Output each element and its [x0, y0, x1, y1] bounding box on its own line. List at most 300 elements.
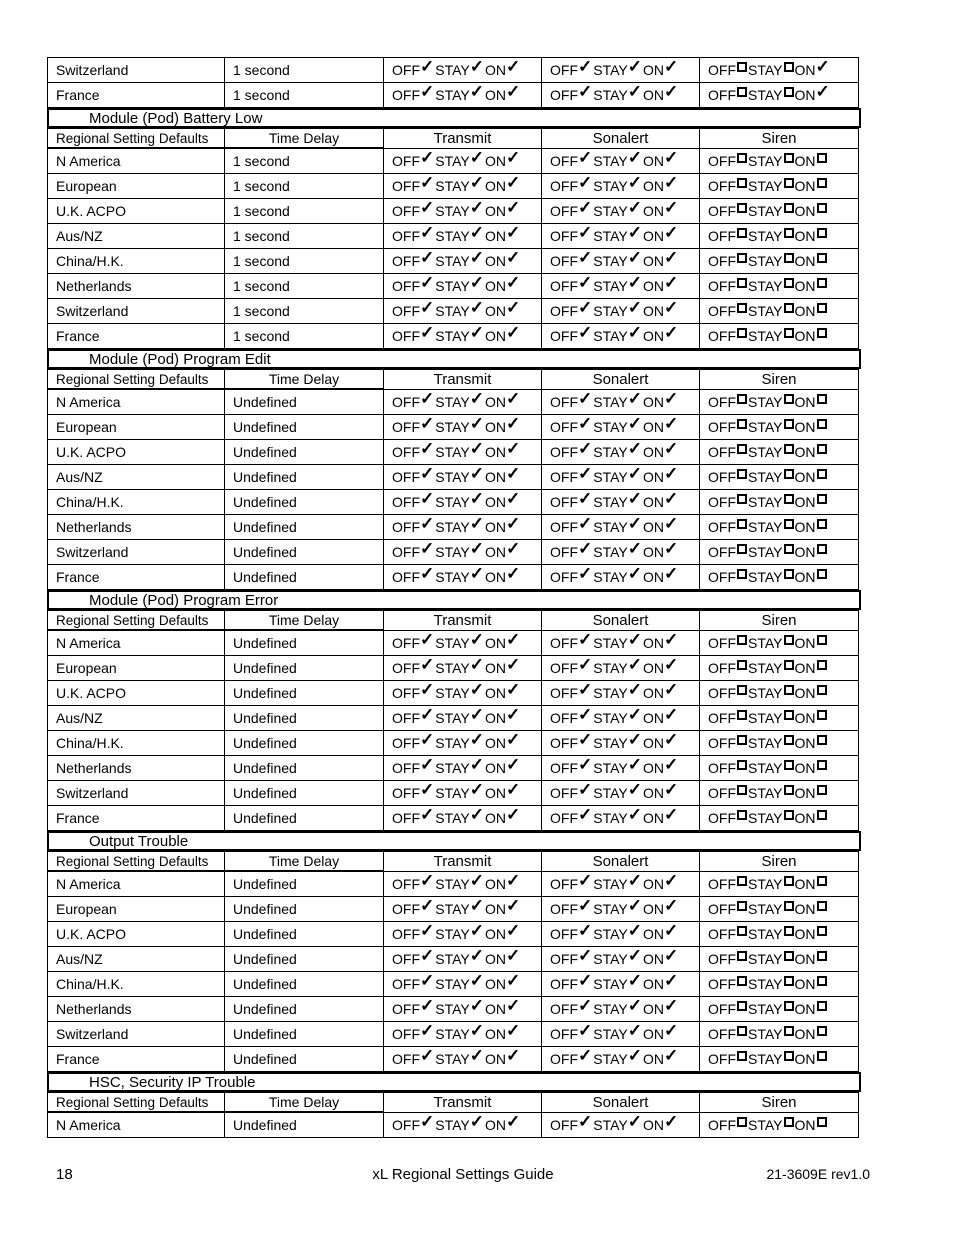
option-off-label: OFF	[550, 901, 578, 917]
checkmark-icon: ✓	[627, 414, 642, 433]
option-stay-label: STAY	[593, 785, 628, 801]
table-row	[47, 896, 861, 921]
option-stay-label: STAY	[435, 494, 470, 510]
checkmark-icon: ✓	[664, 198, 679, 217]
empty-checkbox-icon	[784, 469, 794, 479]
empty-checkbox-icon	[737, 685, 747, 695]
option-stay-label: STAY	[593, 87, 628, 103]
option-off-label: OFF	[550, 1001, 578, 1017]
option-off-label: OFF	[708, 735, 736, 751]
empty-checkbox-icon	[784, 901, 794, 911]
checkmark-icon: ✓	[506, 273, 521, 292]
column-header: Sonalert	[541, 851, 700, 872]
option-off-label: OFF	[550, 660, 578, 676]
empty-checkbox-icon	[784, 735, 794, 745]
option-stay-label: STAY	[593, 62, 628, 78]
checkmark-icon: ✓	[420, 755, 435, 774]
empty-checkbox-icon	[817, 394, 827, 404]
checkmark-icon: ✓	[469, 148, 484, 167]
option-on-label: ON	[643, 203, 664, 219]
checkmark-icon: ✓	[578, 805, 593, 824]
checkmark-icon: ✓	[627, 946, 642, 965]
region-cell: France	[47, 1046, 225, 1072]
column-header-row	[47, 128, 861, 148]
option-stay-label: STAY	[593, 228, 628, 244]
checkmark-icon: ✓	[578, 630, 593, 649]
column-header: Sonalert	[541, 1092, 700, 1113]
checkmark-icon: ✓	[627, 780, 642, 799]
empty-checkbox-icon	[817, 710, 827, 720]
checkmark-icon: ✓	[420, 323, 435, 342]
sonalert-cell	[541, 514, 700, 540]
option-off-label: OFF	[392, 203, 420, 219]
table-row	[47, 921, 861, 946]
checkmark-icon: ✓	[627, 921, 642, 940]
option-stay-label: STAY	[748, 328, 783, 344]
checkmark-icon: ✓	[664, 730, 679, 749]
checkmark-icon: ✓	[578, 996, 593, 1015]
option-off-label: OFF	[708, 153, 736, 169]
sonalert-cell	[541, 323, 700, 349]
sonalert-cell	[541, 996, 700, 1022]
time-delay-cell: Undefined	[224, 1046, 384, 1072]
empty-checkbox-icon	[784, 253, 794, 263]
checkmark-icon: ✓	[506, 755, 521, 774]
checkmark-icon: ✓	[506, 780, 521, 799]
empty-checkbox-icon	[784, 303, 794, 313]
option-stay-label: STAY	[435, 1051, 470, 1067]
region-cell: European	[47, 655, 225, 681]
checkmark-icon: ✓	[664, 755, 679, 774]
empty-checkbox-icon	[737, 544, 747, 554]
option-stay-label: STAY	[593, 901, 628, 917]
region-cell: Switzerland	[47, 57, 225, 83]
empty-checkbox-icon	[737, 394, 747, 404]
empty-checkbox-icon	[817, 976, 827, 986]
option-off-label: OFF	[708, 760, 736, 776]
option-stay-label: STAY	[435, 178, 470, 194]
siren-cell	[699, 1112, 859, 1138]
option-off-label: OFF	[392, 760, 420, 776]
option-on-label: ON	[643, 87, 664, 103]
option-off-label: OFF	[708, 87, 736, 103]
option-stay-label: STAY	[593, 951, 628, 967]
option-off-label: OFF	[550, 926, 578, 942]
option-on-label: ON	[643, 469, 664, 485]
option-on-label: ON	[643, 519, 664, 535]
checkmark-icon: ✓	[506, 464, 521, 483]
option-on-label: ON	[485, 1001, 506, 1017]
checkmark-icon: ✓	[469, 971, 484, 990]
empty-checkbox-icon	[817, 901, 827, 911]
sonalert-cell	[541, 439, 700, 465]
option-off-label: OFF	[392, 544, 420, 560]
checkmark-icon: ✓	[627, 389, 642, 408]
transmit-cell	[383, 630, 542, 656]
section-title: HSC, Security IP Trouble	[47, 1072, 861, 1092]
column-header: Regional Setting Defaults	[47, 1092, 225, 1113]
option-stay-label: STAY	[748, 569, 783, 585]
empty-checkbox-icon	[817, 810, 827, 820]
option-stay-label: STAY	[593, 253, 628, 269]
checkmark-icon: ✓	[506, 223, 521, 242]
region-cell: N America	[47, 630, 225, 656]
column-header: Transmit	[383, 369, 542, 390]
checkmark-icon: ✓	[506, 323, 521, 342]
checkmark-icon: ✓	[469, 464, 484, 483]
checkmark-icon: ✓	[469, 489, 484, 508]
option-off-label: OFF	[550, 1117, 578, 1133]
option-stay-label: STAY	[593, 976, 628, 992]
option-on-label: ON	[794, 1117, 816, 1133]
sonalert-cell	[541, 971, 700, 997]
option-stay-label: STAY	[593, 926, 628, 942]
checkmark-icon: ✓	[578, 564, 593, 583]
option-stay-label: STAY	[593, 735, 628, 751]
option-stay-label: STAY	[435, 569, 470, 585]
time-delay-cell: 1 second	[224, 273, 384, 299]
empty-checkbox-icon	[737, 660, 747, 670]
checkmark-icon: ✓	[469, 680, 484, 699]
column-header: Time Delay	[224, 851, 384, 872]
option-off-label: OFF	[550, 178, 578, 194]
empty-checkbox-icon	[784, 519, 794, 529]
checkmark-icon: ✓	[420, 514, 435, 533]
option-off-label: OFF	[550, 444, 578, 460]
table-row	[47, 1046, 861, 1071]
checkmark-icon: ✓	[506, 896, 521, 915]
region-cell: China/H.K.	[47, 730, 225, 756]
option-on-label: ON	[643, 253, 664, 269]
checkmark-icon: ✓	[578, 248, 593, 267]
column-header: Transmit	[383, 1092, 542, 1113]
empty-checkbox-icon	[737, 444, 747, 454]
checkmark-icon: ✓	[627, 57, 642, 76]
transmit-cell	[383, 57, 542, 83]
checkmark-icon: ✓	[420, 57, 435, 76]
checkmark-icon: ✓	[469, 414, 484, 433]
option-stay-label: STAY	[748, 303, 783, 319]
option-on-label: ON	[485, 569, 506, 585]
option-off-label: OFF	[392, 178, 420, 194]
option-stay-label: STAY	[435, 735, 470, 751]
option-off-label: OFF	[392, 519, 420, 535]
time-delay-cell: Undefined	[224, 805, 384, 831]
checkmark-icon: ✓	[506, 996, 521, 1015]
option-stay-label: STAY	[435, 519, 470, 535]
option-on-label: ON	[643, 1117, 664, 1133]
option-off-label: OFF	[550, 469, 578, 485]
option-stay-label: STAY	[435, 278, 470, 294]
column-header: Sonalert	[541, 369, 700, 390]
option-stay-label: STAY	[435, 635, 470, 651]
option-stay-label: STAY	[435, 228, 470, 244]
option-on-label: ON	[485, 976, 506, 992]
checkmark-icon: ✓	[627, 730, 642, 749]
checkmark-icon: ✓	[578, 57, 593, 76]
option-off-label: OFF	[392, 303, 420, 319]
empty-checkbox-icon	[784, 1117, 794, 1127]
empty-checkbox-icon	[784, 544, 794, 554]
table-row	[47, 946, 861, 971]
time-delay-cell: 1 second	[224, 82, 384, 108]
option-on-label: ON	[643, 1001, 664, 1017]
option-off-label: OFF	[708, 519, 736, 535]
option-on-label: ON	[794, 735, 816, 751]
column-header-row	[47, 610, 861, 630]
sonalert-cell	[541, 1046, 700, 1072]
checkmark-icon: ✓	[664, 705, 679, 724]
checkmark-icon: ✓	[664, 173, 679, 192]
option-on-label: ON	[643, 62, 664, 78]
checkmark-icon: ✓	[578, 705, 593, 724]
option-on-label: ON	[643, 810, 664, 826]
checkmark-icon: ✓	[578, 323, 593, 342]
option-on-label: ON	[485, 444, 506, 460]
checkmark-icon: ✓	[578, 871, 593, 890]
empty-checkbox-icon	[817, 278, 827, 288]
option-on-label: ON	[643, 660, 664, 676]
column-header: Transmit	[383, 851, 542, 872]
checkmark-icon: ✓	[664, 439, 679, 458]
option-on-label: ON	[794, 810, 816, 826]
transmit-cell	[383, 273, 542, 299]
option-on-label: ON	[485, 1026, 506, 1042]
checkmark-icon: ✓	[469, 730, 484, 749]
empty-checkbox-icon	[784, 926, 794, 936]
checkmark-icon: ✓	[506, 871, 521, 890]
checkmark-icon: ✓	[420, 173, 435, 192]
checkmark-icon: ✓	[420, 198, 435, 217]
checkmark-icon: ✓	[469, 871, 484, 890]
empty-checkbox-icon	[737, 1026, 747, 1036]
checkmark-icon: ✓	[627, 971, 642, 990]
empty-checkbox-icon	[784, 1026, 794, 1036]
option-on-label: ON	[485, 685, 506, 701]
table-row	[47, 173, 861, 198]
table-row	[47, 705, 861, 730]
siren-cell	[699, 273, 859, 299]
checkmark-icon: ✓	[578, 389, 593, 408]
checkmark-icon: ✓	[420, 971, 435, 990]
option-off-label: OFF	[392, 926, 420, 942]
empty-checkbox-icon	[817, 735, 827, 745]
checkmark-icon: ✓	[664, 630, 679, 649]
checkmark-icon: ✓	[627, 198, 642, 217]
siren-cell	[699, 630, 859, 656]
checkmark-icon: ✓	[420, 1112, 435, 1131]
transmit-cell	[383, 389, 542, 415]
checkmark-icon: ✓	[469, 655, 484, 674]
option-on-label: ON	[643, 785, 664, 801]
option-on-label: ON	[643, 1026, 664, 1042]
option-off-label: OFF	[392, 469, 420, 485]
option-on-label: ON	[485, 876, 506, 892]
checkmark-icon: ✓	[469, 223, 484, 242]
region-cell: France	[47, 564, 225, 590]
empty-checkbox-icon	[784, 876, 794, 886]
option-on-label: ON	[794, 901, 816, 917]
option-stay-label: STAY	[748, 785, 783, 801]
option-off-label: OFF	[708, 785, 736, 801]
checkmark-icon: ✓	[664, 805, 679, 824]
region-cell: Switzerland	[47, 539, 225, 565]
empty-checkbox-icon	[784, 760, 794, 770]
checkmark-icon: ✓	[469, 1046, 484, 1065]
checkmark-icon: ✓	[469, 298, 484, 317]
option-on-label: ON	[794, 785, 816, 801]
option-off-label: OFF	[550, 544, 578, 560]
column-header-row	[47, 1092, 861, 1112]
sonalert-cell	[541, 248, 700, 274]
checkmark-icon: ✓	[420, 871, 435, 890]
sonalert-cell	[541, 655, 700, 681]
empty-checkbox-icon	[817, 203, 827, 213]
checkmark-icon: ✓	[578, 198, 593, 217]
option-off-label: OFF	[392, 1026, 420, 1042]
option-on-label: ON	[794, 494, 816, 510]
sonalert-cell	[541, 1112, 700, 1138]
empty-checkbox-icon	[784, 178, 794, 188]
checkmark-icon: ✓	[420, 248, 435, 267]
transmit-cell	[383, 805, 542, 831]
checkmark-icon: ✓	[578, 489, 593, 508]
checkmark-icon: ✓	[664, 564, 679, 583]
empty-checkbox-icon	[817, 519, 827, 529]
empty-checkbox-icon	[737, 253, 747, 263]
option-off-label: OFF	[550, 976, 578, 992]
empty-checkbox-icon	[784, 394, 794, 404]
checkmark-icon: ✓	[506, 173, 521, 192]
table-row	[47, 655, 861, 680]
column-header: Time Delay	[224, 610, 384, 631]
empty-checkbox-icon	[737, 278, 747, 288]
sonalert-cell	[541, 680, 700, 706]
option-off-label: OFF	[708, 278, 736, 294]
time-delay-cell: Undefined	[224, 564, 384, 590]
option-off-label: OFF	[392, 710, 420, 726]
checkmark-icon: ✓	[627, 655, 642, 674]
option-stay-label: STAY	[435, 1026, 470, 1042]
empty-checkbox-icon	[784, 203, 794, 213]
empty-checkbox-icon	[784, 1001, 794, 1011]
siren-cell	[699, 298, 859, 324]
siren-cell	[699, 946, 859, 972]
option-on-label: ON	[794, 203, 816, 219]
sonalert-cell	[541, 630, 700, 656]
region-cell: U.K. ACPO	[47, 439, 225, 465]
option-stay-label: STAY	[748, 203, 783, 219]
option-off-label: OFF	[392, 1117, 420, 1133]
region-cell: Switzerland	[47, 780, 225, 806]
checkmark-icon: ✓	[627, 464, 642, 483]
table-row	[47, 439, 861, 464]
option-stay-label: STAY	[748, 1051, 783, 1067]
region-cell: Aus/NZ	[47, 946, 225, 972]
region-cell: Switzerland	[47, 1021, 225, 1047]
option-stay-label: STAY	[435, 660, 470, 676]
option-on-label: ON	[794, 278, 816, 294]
empty-checkbox-icon	[737, 469, 747, 479]
option-stay-label: STAY	[748, 735, 783, 751]
option-stay-label: STAY	[593, 178, 628, 194]
checkmark-icon: ✓	[627, 871, 642, 890]
option-off-label: OFF	[550, 951, 578, 967]
transmit-cell	[383, 921, 542, 947]
siren-cell	[699, 539, 859, 565]
option-off-label: OFF	[708, 1117, 736, 1133]
checkmark-icon: ✓	[506, 298, 521, 317]
option-stay-label: STAY	[593, 519, 628, 535]
time-delay-cell: 1 second	[224, 173, 384, 199]
option-stay-label: STAY	[748, 87, 783, 103]
option-on-label: ON	[794, 569, 816, 585]
checkmark-icon: ✓	[420, 805, 435, 824]
option-on-label: ON	[643, 228, 664, 244]
checkmark-icon: ✓	[664, 323, 679, 342]
option-stay-label: STAY	[748, 519, 783, 535]
option-on-label: ON	[643, 685, 664, 701]
transmit-cell	[383, 996, 542, 1022]
option-off-label: OFF	[392, 1051, 420, 1067]
column-header: Siren	[699, 851, 859, 872]
region-cell: France	[47, 323, 225, 349]
transmit-cell	[383, 705, 542, 731]
siren-cell	[699, 705, 859, 731]
option-stay-label: STAY	[435, 785, 470, 801]
empty-checkbox-icon	[784, 278, 794, 288]
option-on-label: ON	[485, 328, 506, 344]
time-delay-cell: 1 second	[224, 198, 384, 224]
option-on-label: ON	[485, 785, 506, 801]
transmit-cell	[383, 298, 542, 324]
checkmark-icon: ✓	[627, 489, 642, 508]
option-off-label: OFF	[550, 519, 578, 535]
empty-checkbox-icon	[737, 419, 747, 429]
option-stay-label: STAY	[435, 710, 470, 726]
option-on-label: ON	[485, 494, 506, 510]
checkmark-icon: ✓	[420, 539, 435, 558]
empty-checkbox-icon	[817, 303, 827, 313]
option-stay-label: STAY	[748, 710, 783, 726]
transmit-cell	[383, 946, 542, 972]
option-off-label: OFF	[550, 153, 578, 169]
transmit-cell	[383, 564, 542, 590]
option-on-label: ON	[485, 253, 506, 269]
time-delay-cell: Undefined	[224, 464, 384, 490]
option-off-label: OFF	[550, 87, 578, 103]
checkmark-icon: ✓	[664, 414, 679, 433]
checkmark-icon: ✓	[627, 996, 642, 1015]
checkmark-icon: ✓	[469, 946, 484, 965]
option-stay-label: STAY	[593, 419, 628, 435]
option-off-label: OFF	[392, 444, 420, 460]
checkmark-icon: ✓	[506, 1021, 521, 1040]
option-off-label: OFF	[392, 569, 420, 585]
option-off-label: OFF	[392, 785, 420, 801]
option-off-label: OFF	[392, 62, 420, 78]
checkmark-icon: ✓	[815, 82, 830, 101]
checkmark-icon: ✓	[469, 539, 484, 558]
empty-checkbox-icon	[817, 1117, 827, 1127]
siren-cell	[699, 896, 859, 922]
option-off-label: OFF	[708, 569, 736, 585]
option-off-label: OFF	[550, 760, 578, 776]
table-row	[47, 564, 861, 589]
option-off-label: OFF	[392, 87, 420, 103]
checkmark-icon: ✓	[506, 514, 521, 533]
checkmark-icon: ✓	[506, 539, 521, 558]
